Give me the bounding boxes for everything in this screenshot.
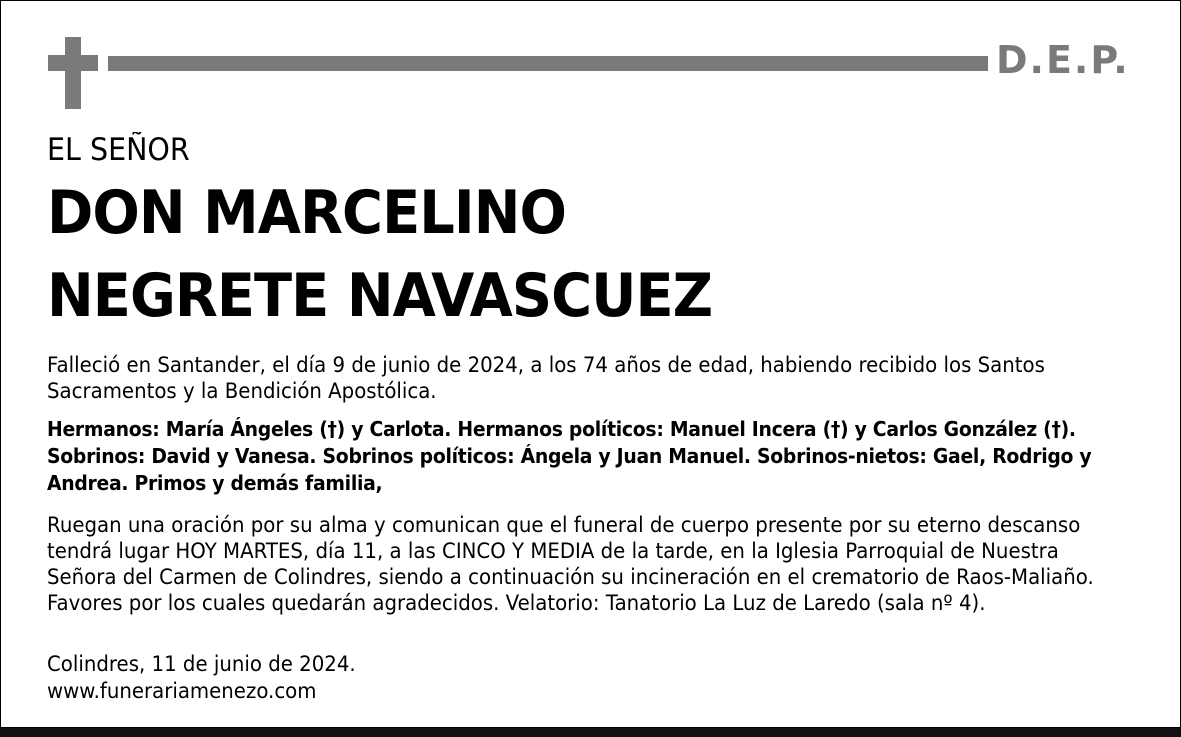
paragraph-line: tendrá lugar HOY MARTES, día 11, a las CINCO Y MEDIA de la tarde, en la Iglesia Parroquial de Nuestra [47,539,1059,563]
deceased-name-line-1: DON MARCELINO [47,178,566,248]
funeral-paragraph [47,512,1156,616]
bottom-border-bar [0,728,1181,737]
death-notice-paragraph [47,352,1156,404]
paragraph-line: Ruegan una oración por su alma y comunican que el funeral de cuerpo presente por su eterno descanso [47,513,1081,537]
paragraph-line: Falleció en Santander, el día 9 de junio de 2024, a los 74 años de edad, habiendo recibido los Santos [47,353,1045,377]
closing-block [47,651,356,705]
place-date: Colindres, 11 de junio de 2024. [47,652,356,676]
paragraph-line: Sacramentos y la Bendición Apostólica. [47,379,437,403]
deceased-name-line-2: NEGRETE NAVASCUEZ [47,261,713,331]
paragraph-line: Andrea. Primos y demás familia, [47,471,383,495]
paragraph-line: Favores por los cuales quedarán agradecidos. Velatorio: Tanatorio La Luz de Laredo (sala nº 4). [47,591,986,615]
dep-mark: D.E.P. [996,38,1130,82]
paragraph-line: Sobrinos: David y Vanesa. Sobrinos políticos: Ángela y Juan Manuel. Sobrinos-nietos: Gael, Rodrigo y [47,444,1092,468]
header-rule [108,56,988,71]
family-paragraph [47,416,1156,497]
honorific: EL SEÑOR [47,132,190,168]
paragraph-line: Hermanos: María Ángeles (†) y Carlota. Hermanos políticos: Manuel Incera (†) y Carlos González (†). [47,417,1076,441]
website-link[interactable]: www.funerariamenezo.com [47,679,317,703]
paragraph-line: Señora del Carmen de Colindres, siendo a continuación su incineración en el crematorio de Raos-Maliaño. [47,565,1094,589]
cross-icon [48,37,98,109]
